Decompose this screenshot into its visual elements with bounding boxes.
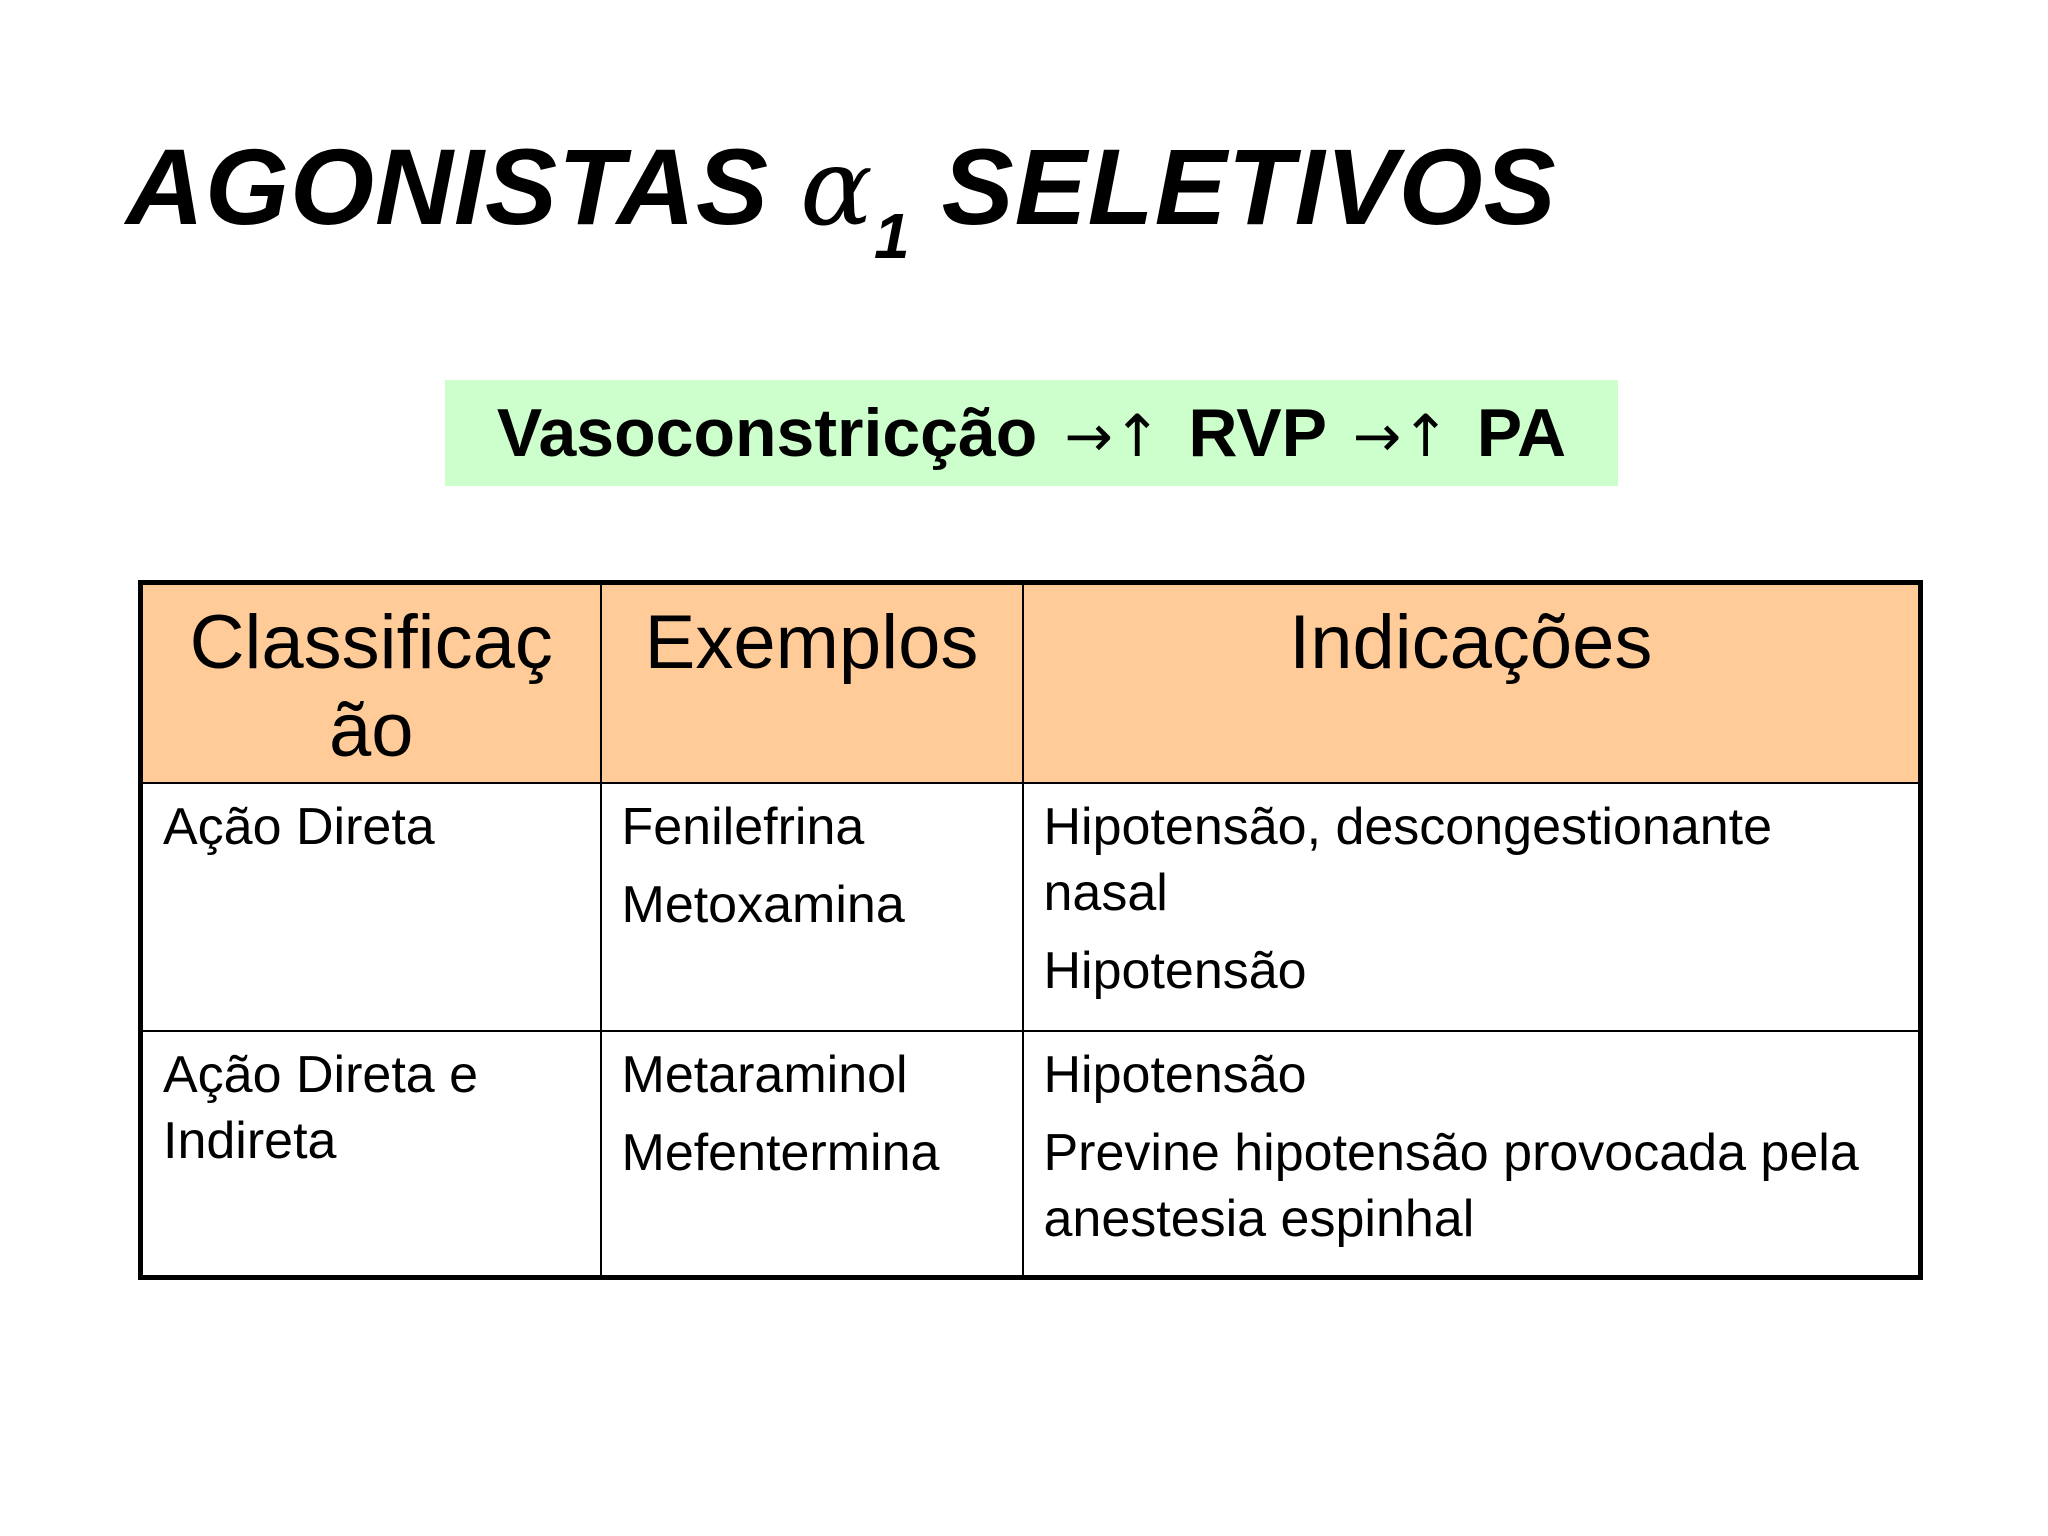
mechanism-arrow-2: →↑ bbox=[1352, 402, 1450, 470]
cell-classification bbox=[141, 783, 601, 1032]
mechanism-vasoconstriction: Vasoconstricção bbox=[496, 395, 1038, 471]
header-indications: Indicações bbox=[1023, 583, 1921, 783]
header-classification bbox=[141, 583, 601, 783]
indication-item: Previne hipotensão provocada pela anestesia espinhal bbox=[1043, 1124, 1859, 1249]
slide-title bbox=[126, 125, 1557, 272]
cell-indications bbox=[1023, 783, 1921, 1032]
title-suffix: SELETIVOS bbox=[910, 126, 1557, 247]
alpha-symbol: α bbox=[800, 125, 874, 250]
indication-item: Hipotensão bbox=[1043, 941, 1307, 1000]
table-row bbox=[141, 1031, 1921, 1277]
mechanism-rvp: RVP bbox=[1188, 395, 1326, 471]
agonists-table-container bbox=[138, 580, 1923, 1280]
example-item: Metoxamina bbox=[621, 875, 905, 934]
classification-text: Ação Direta bbox=[163, 797, 435, 856]
title-prefix: AGONISTAS bbox=[126, 126, 801, 247]
indication-item: Hipotensão bbox=[1043, 1046, 1307, 1105]
alpha-subscript: 1 bbox=[873, 200, 911, 272]
example-item: Mefentermina bbox=[621, 1124, 940, 1183]
cell-examples bbox=[601, 1031, 1023, 1277]
mechanism-arrow-1: →↑ bbox=[1064, 402, 1162, 470]
cell-classification bbox=[141, 1031, 601, 1277]
mechanism-text bbox=[497, 394, 1566, 472]
mechanism-highlight-box bbox=[445, 380, 1618, 486]
header-classification-line-1: Classificaç bbox=[189, 600, 553, 685]
cell-indications bbox=[1023, 1031, 1921, 1277]
header-examples: Exemplos bbox=[601, 583, 1023, 783]
example-item: Metaraminol bbox=[621, 1046, 908, 1105]
table-header-row bbox=[141, 583, 1921, 783]
indication-item: Hipotensão, descongestionante nasal bbox=[1043, 797, 1773, 922]
mechanism-pa: PA bbox=[1476, 395, 1567, 471]
example-item: Fenilefrina bbox=[621, 797, 865, 856]
agonists-table bbox=[138, 580, 1923, 1280]
header-classification-line-2: ão bbox=[328, 688, 414, 773]
classification-text: Ação Direta e Indireta bbox=[163, 1046, 479, 1171]
table-row bbox=[141, 783, 1921, 1032]
cell-examples bbox=[601, 783, 1023, 1032]
